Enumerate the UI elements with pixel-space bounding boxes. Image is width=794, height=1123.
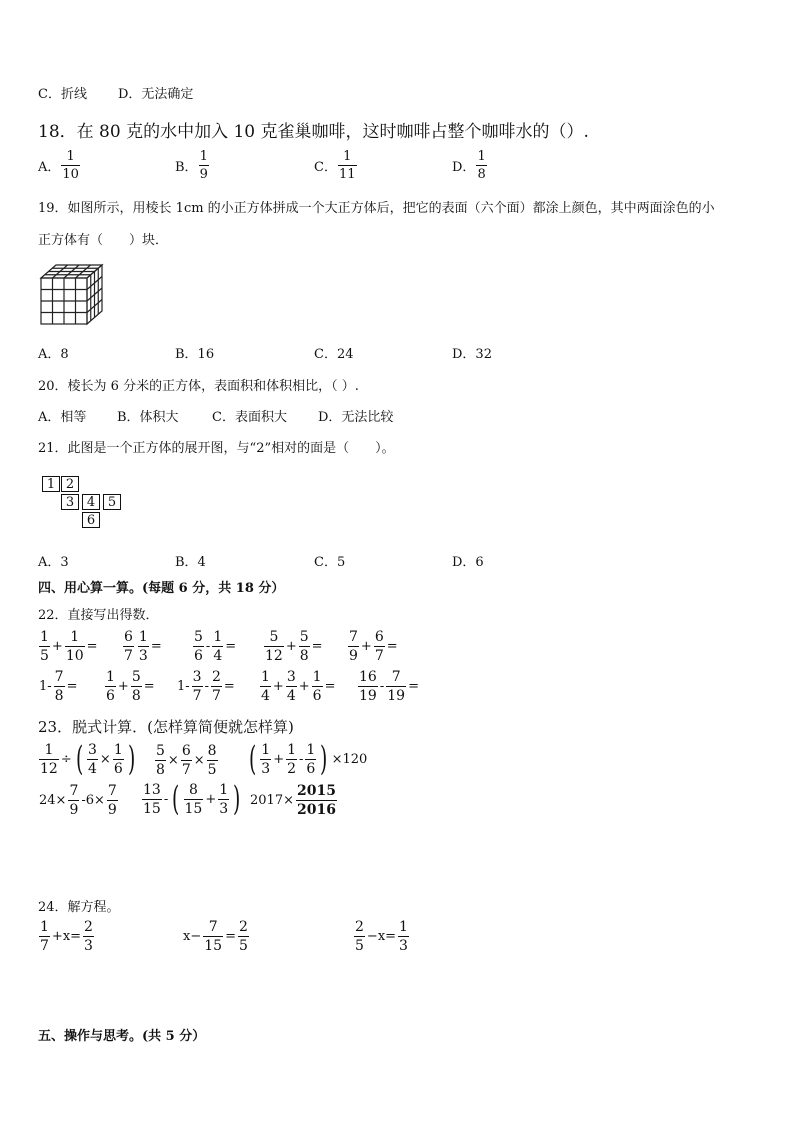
operator: + (272, 679, 284, 694)
operator: × (167, 753, 179, 768)
fraction (68, 784, 79, 817)
multiplier: ×120 (331, 751, 368, 767)
denominator: 4 (286, 688, 296, 704)
numerator: 7 (54, 669, 64, 685)
numerator: 3 (286, 669, 296, 685)
q17-option-d: D．无法确定 (118, 87, 194, 102)
q20-option-d: D．无法比较 (318, 410, 394, 425)
section-4-title: 四、用心算一算。(每题 6 分，共 18 分） (38, 581, 285, 596)
operator: - (205, 639, 211, 654)
equals-sign: = (150, 639, 162, 654)
equals-sign: = (386, 639, 398, 654)
denominator: 8 (131, 688, 141, 704)
denominator: 9 (107, 802, 117, 818)
q21-stem: 21．此图是一个正方体的展开图，与“2”相对的面是（ ）。 (38, 441, 395, 456)
fraction (113, 743, 124, 776)
denominator: 7 (374, 648, 384, 664)
denominator: 6 (106, 688, 115, 704)
q22-expr-r1-3 (192, 630, 237, 663)
denominator: 4 (261, 688, 270, 704)
section-5-title: 五、操作与思考。(共 5 分） (38, 1029, 206, 1044)
denominator: 7 (124, 648, 133, 664)
operator: + (285, 639, 297, 654)
denominator: 6 (194, 648, 203, 664)
fraction (286, 743, 297, 776)
fraction (131, 670, 142, 703)
denominator: 7 (181, 762, 191, 778)
denominator: 6 (312, 688, 322, 704)
operator: - (379, 679, 385, 694)
denominator: 5 (238, 938, 248, 954)
denominator: 7 (192, 688, 202, 704)
q19-option-c: C．24 (314, 347, 354, 362)
fraction (260, 743, 271, 776)
q19-option-a: A．8 (38, 347, 69, 362)
operator: + (117, 679, 129, 694)
equals-sign: = (408, 679, 419, 694)
fraction (193, 630, 204, 663)
denominator: 3 (138, 648, 148, 664)
fraction (123, 630, 134, 663)
equals-sign: = (311, 639, 323, 654)
fraction (39, 630, 50, 663)
q21-option-a: A．3 (38, 555, 69, 570)
fraction (218, 783, 229, 816)
cube-figure (38, 260, 108, 328)
numerator: 1 (40, 919, 49, 935)
numerator: 5 (269, 629, 279, 645)
fraction (348, 630, 359, 663)
q24-equation-2 (182, 920, 250, 953)
equals-sign: = (223, 679, 235, 694)
denominator: 3 (84, 938, 93, 954)
fraction (358, 670, 378, 703)
denominator: 4 (88, 760, 97, 777)
denominator: 12 (265, 648, 283, 664)
numerator: 5 (156, 743, 165, 759)
operator: × (193, 753, 205, 768)
operator: - (163, 791, 169, 807)
denominator: 12 (40, 760, 58, 777)
fraction (238, 920, 249, 953)
numerator: 5 (194, 629, 203, 645)
denominator: 5 (40, 648, 49, 664)
fraction (264, 630, 284, 663)
numerator: 5 (299, 629, 309, 645)
equation-text: −x= (366, 929, 397, 944)
numerator: 6 (124, 629, 133, 645)
denominator: 15 (204, 938, 223, 954)
numerator: 7 (208, 919, 218, 935)
denominator: 9 (349, 648, 358, 664)
fraction (386, 670, 406, 703)
numerator: 3 (88, 741, 97, 758)
q22-expr-r1-2 (122, 630, 163, 663)
q18-option-d: D． $\frac{1}{8}$ (452, 149, 486, 182)
denominator: 5 (355, 938, 364, 954)
numerator: 3 (192, 669, 202, 685)
q24-stem: 24．解方程。 (38, 900, 120, 915)
equals-sign: = (66, 679, 78, 694)
fraction (207, 744, 218, 777)
q20-stem: 20．棱长为 6 分米的正方体，表面积和体积相比，（ ）. (38, 379, 359, 394)
net-face-3: 3 (61, 494, 79, 510)
denominator: 3 (261, 760, 271, 777)
equals-sign: = (225, 929, 236, 944)
q23-expr-6 (249, 784, 338, 817)
denominator: 19 (359, 688, 377, 704)
q20-option-b: B．体积大 (117, 410, 179, 425)
q19-stem-line1: 19．如图所示，用棱长 1cm 的小正方体拼成一个大正方体后，把它的表面（六个面）都涂上颜色，其中两面涂色的小 (38, 201, 715, 216)
q24-equation-3 (353, 920, 410, 953)
fraction (374, 630, 385, 663)
q18-option-c: C． $\frac{1}{11}$ (314, 149, 356, 182)
q21-option-c: C．5 (314, 555, 346, 570)
numerator: 1 (261, 741, 271, 758)
fraction (87, 743, 98, 776)
fraction (105, 670, 116, 703)
numerator: 2 (238, 919, 248, 935)
denominator: 10 (65, 648, 84, 664)
fraction (142, 783, 162, 816)
denominator: 8 (54, 688, 64, 704)
fraction (39, 743, 59, 776)
q23-expr-1: $\frac{1}{12}$ ÷ ( $\frac{3}{4}$ × $\frac{1}{6}$ ) (40, 739, 136, 779)
fraction (138, 630, 149, 663)
fraction (184, 783, 204, 816)
numerator: 1 (106, 669, 115, 685)
net-face-1: 1 (42, 476, 60, 492)
q23-expr-2 (154, 744, 219, 777)
q22-expr-r2-3 (176, 670, 236, 703)
numerator: 2 (212, 669, 221, 685)
q19-stem-line2: 正方体有（ ）块． (38, 233, 169, 248)
numerator: 1 (287, 741, 297, 758)
middle: -6× (81, 793, 105, 808)
equals-sign: = (143, 679, 155, 694)
denominator: 19 (387, 688, 406, 704)
fraction (65, 630, 85, 663)
fraction (296, 784, 337, 817)
q18-option-b: B． $\frac{1}{9}$ (175, 149, 208, 182)
lead: 2017× (250, 793, 294, 808)
denominator: 15 (184, 800, 203, 817)
denominator: 2016 (296, 802, 336, 818)
numerator: 2 (84, 919, 93, 935)
q22-expr-r2-4 (259, 670, 336, 703)
q22-expr-r1-4 (263, 630, 324, 663)
operator: + (205, 791, 217, 807)
operator: + (298, 679, 310, 694)
operator: + (360, 639, 372, 654)
q20-option-a: A．相等 (38, 410, 87, 425)
q17-option-c: C．折线 (38, 87, 87, 102)
denominator: 8 (156, 762, 165, 778)
numerator: 1 (312, 669, 322, 685)
denominator: 8 (299, 648, 309, 664)
option-label: C． (314, 160, 337, 175)
denominator: 15 (143, 800, 161, 817)
q22-expr-r1-1 (38, 630, 99, 663)
q23-expr-3: ( $\frac{1}{3}$ + $\frac{1}{2}$ - $\frac{1}{6}$ ) ×120 (248, 739, 368, 779)
denominator: 9 (69, 802, 79, 818)
q22-stem: 22．直接写出得数． (38, 608, 159, 623)
denominator: 2 (287, 760, 297, 777)
q23-expr-5: $\frac{13}{15}$ - ( $\frac{8}{15}$ + $\frac{1}{3}$ ) (143, 779, 241, 819)
operator: ÷ (60, 751, 72, 767)
q21-option-b: B．4 (175, 555, 206, 570)
operator: - (204, 679, 209, 694)
numerator: 1 (219, 781, 229, 798)
q18-option-a: A． $\frac{1}{10}$ (38, 149, 79, 182)
fraction (181, 744, 192, 777)
equals-sign: = (225, 639, 237, 654)
numerator: 8 (188, 781, 198, 798)
fraction (203, 920, 223, 953)
lead: 24× (39, 793, 67, 808)
q24-equation-1 (38, 920, 95, 953)
q18-stem: 18．在 80 克的水中加入 10 克雀巢咖啡，这时咖啡占整个咖啡水的（）. (38, 122, 589, 142)
numerator: 5 (131, 669, 141, 685)
q20-option-c: C．表面积大 (212, 410, 287, 425)
fraction (312, 670, 323, 703)
numerator: 13 (143, 781, 161, 798)
q22-expr-r2-5 (357, 670, 420, 703)
q19-option-d: D．32 (452, 347, 492, 362)
equation-text: +x= (51, 929, 82, 944)
net-face-4: 4 (82, 494, 100, 510)
q19-option-b: B．16 (175, 347, 215, 362)
numerator: 1 (138, 629, 148, 645)
numerator: 16 (359, 669, 377, 685)
numerator: 7 (391, 669, 401, 685)
denominator: 3 (399, 938, 408, 954)
q22-expr-r1-5 (347, 630, 399, 663)
fraction (83, 920, 94, 953)
equation-text: x− (183, 929, 202, 944)
numerator: 1 (306, 741, 316, 758)
numerator: 1 (44, 741, 54, 758)
q23-stem: 23．脱式计算．(怎样算简便就怎样算) (38, 718, 294, 736)
numerator: 2 (355, 919, 364, 935)
fraction (299, 630, 310, 663)
option-label: A． (38, 160, 61, 175)
numerator: 8 (207, 743, 217, 759)
denominator: 6 (113, 760, 123, 777)
fraction (212, 630, 223, 663)
q21-option-d: D．6 (452, 555, 484, 570)
numerator: 1 (261, 669, 270, 685)
numerator: 6 (374, 629, 384, 645)
numerator: 1 (399, 919, 408, 935)
fraction (155, 744, 166, 777)
denominator: 3 (219, 800, 229, 817)
operator: × (99, 751, 111, 767)
fraction (192, 670, 203, 703)
fraction (305, 743, 316, 776)
operator: + (51, 639, 63, 654)
fraction (354, 920, 365, 953)
q22-expr-r2-1 (38, 670, 79, 703)
numerator: 1 (40, 629, 49, 645)
operator: + (273, 751, 285, 767)
numerator: 7 (349, 629, 358, 645)
q22-expr-r2-2 (104, 670, 156, 703)
net-face-2: 2 (61, 476, 79, 492)
operator: - (299, 751, 304, 767)
option-label: B． (175, 160, 198, 175)
option-label: D． (452, 160, 476, 175)
q23-expr-4 (38, 784, 119, 817)
numerator: 6 (181, 743, 191, 759)
lead: 1- (177, 679, 190, 694)
numerator: 7 (107, 783, 117, 799)
equals-sign: = (324, 679, 336, 694)
fraction (54, 670, 65, 703)
net-face-6: 6 (82, 512, 100, 528)
fraction (398, 920, 409, 953)
net-face-5: 5 (103, 494, 121, 510)
denominator: 5 (207, 762, 217, 778)
denominator: 7 (212, 688, 221, 704)
denominator: 6 (306, 760, 316, 777)
denominator: 7 (40, 938, 49, 954)
fraction (211, 670, 222, 703)
fraction (286, 670, 297, 703)
denominator: 4 (213, 648, 223, 664)
fraction (260, 670, 271, 703)
fraction (107, 784, 118, 817)
numerator: 1 (70, 629, 80, 645)
numerator: 2015 (296, 783, 336, 799)
numerator: 7 (69, 783, 79, 799)
fraction (39, 920, 50, 953)
numerator: 1 (213, 629, 223, 645)
lead: 1- (39, 679, 52, 694)
equals-sign: = (86, 639, 98, 654)
numerator: 1 (113, 741, 123, 758)
